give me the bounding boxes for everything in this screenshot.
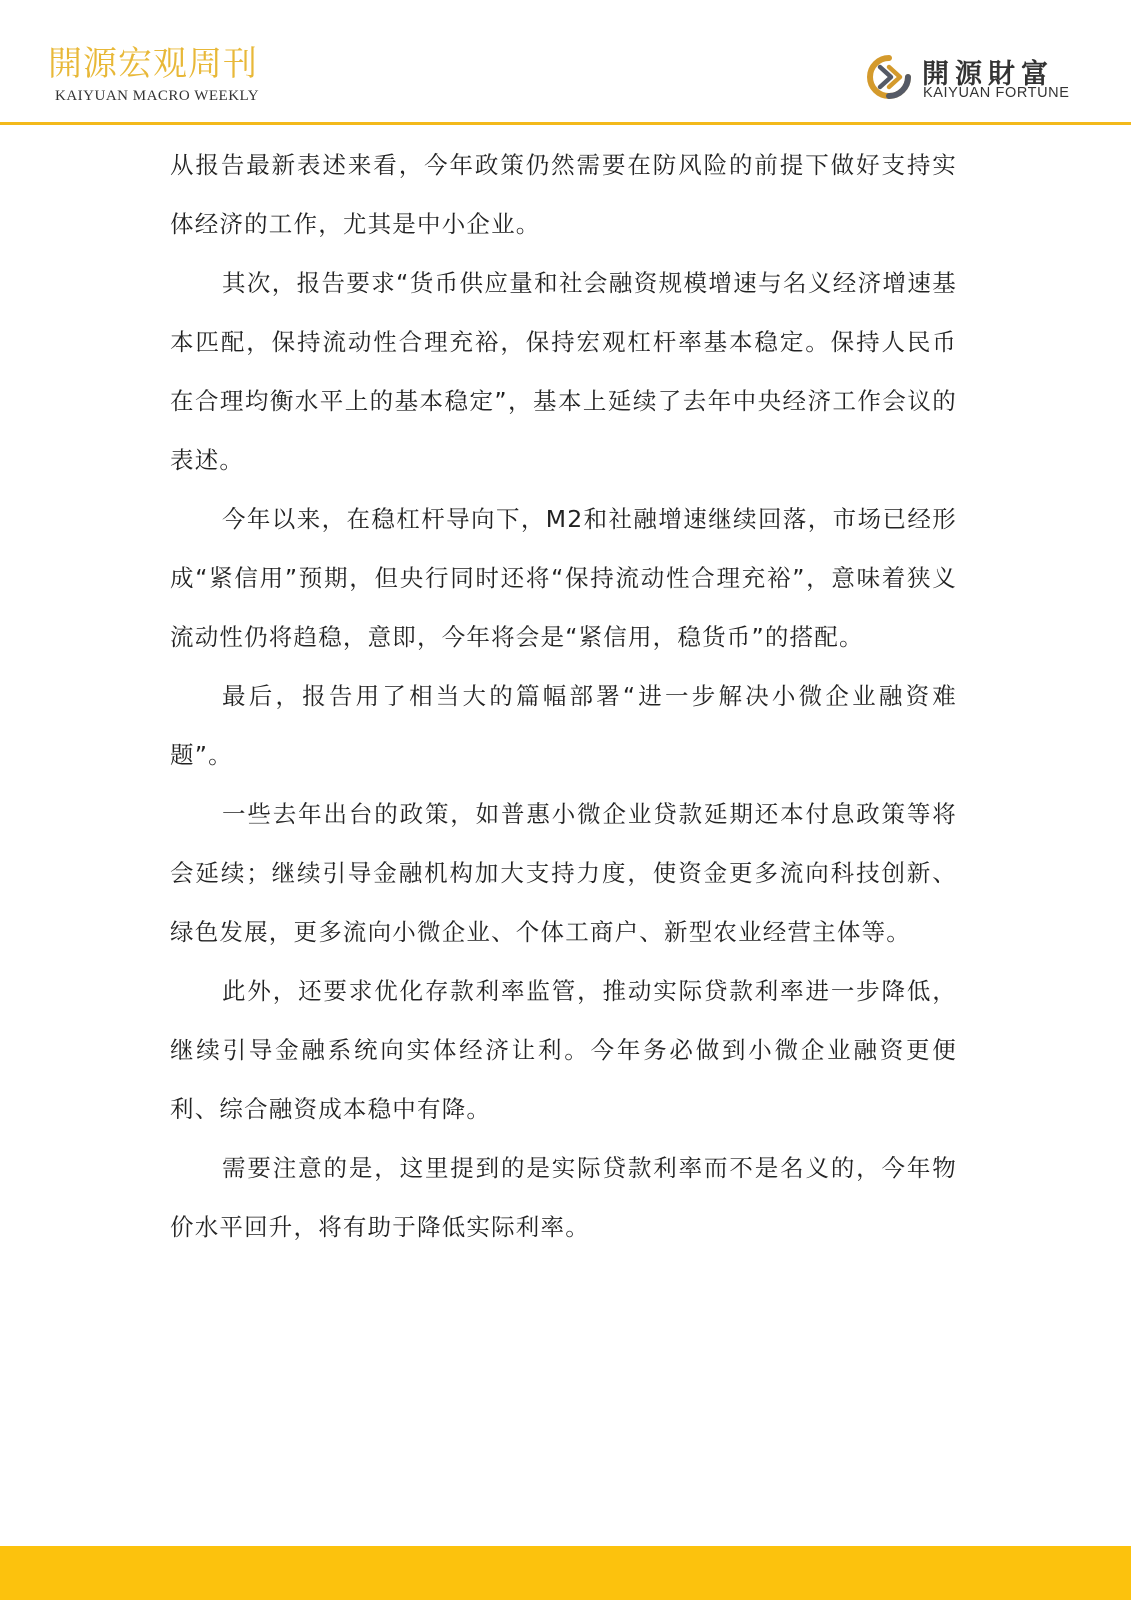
publication-subtitle: KAIYUAN MACRO WEEKLY <box>55 88 260 104</box>
paragraph: 今年以来，在稳杠杆导向下，M2和社融增速继续回落，市场已经形成“紧信用”预期，但央行同时还将“保持流动性合理充裕”，意味着狭义流动性仍将趋稳，意即，今年将会是“紧信用，稳货币”的搭配。 <box>170 505 957 651</box>
publication-title: 開源宏观周刊 <box>48 44 258 84</box>
kaiyuan-logo-icon <box>866 54 912 100</box>
page-header <box>0 0 1131 126</box>
logo-name-cn: 開源財富 <box>922 59 1054 90</box>
kaiyuan-fortune-logo <box>866 50 1096 106</box>
header-divider <box>0 122 1131 125</box>
paragraph: 此外，还要求优化存款利率监管，推动实际贷款利率进一步降低，继续引导金融系统向实体经济让利。今年务必做到小微企业融资更便利、综合融资成本稳中有降。 <box>170 977 957 1123</box>
article-body <box>170 136 957 1257</box>
paragraph: 从报告最新表述来看，今年政策仍然需要在防风险的前提下做好支持实体经济的工作，尤其是中小企业。 <box>170 151 957 238</box>
paragraph: 其次，报告要求“货币供应量和社会融资规模增速与名义经济增速基本匹配，保持流动性合理充裕，保持宏观杠杆率基本稳定。保持人民币在合理均衡水平上的基本稳定”，基本上延续了去年中央经济工作会议的表述。 <box>170 269 957 474</box>
paragraph: 最后，报告用了相当大的篇幅部署“进一步解决小微企业融资难题”。 <box>170 682 957 769</box>
logo-name-en: KAIYUAN FORTUNE <box>923 85 1070 101</box>
paragraph: 一些去年出台的政策，如普惠小微企业贷款延期还本付息政策等将会延续；继续引导金融机构加大支持力度，使资金更多流向科技创新、绿色发展，更多流向小微企业、个体工商户、新型农业经营主体等。 <box>170 800 957 946</box>
footer-bar <box>0 1546 1131 1600</box>
paragraph: 需要注意的是，这里提到的是实际贷款利率而不是名义的，今年物价水平回升，将有助于降低实际利率。 <box>170 1154 957 1241</box>
